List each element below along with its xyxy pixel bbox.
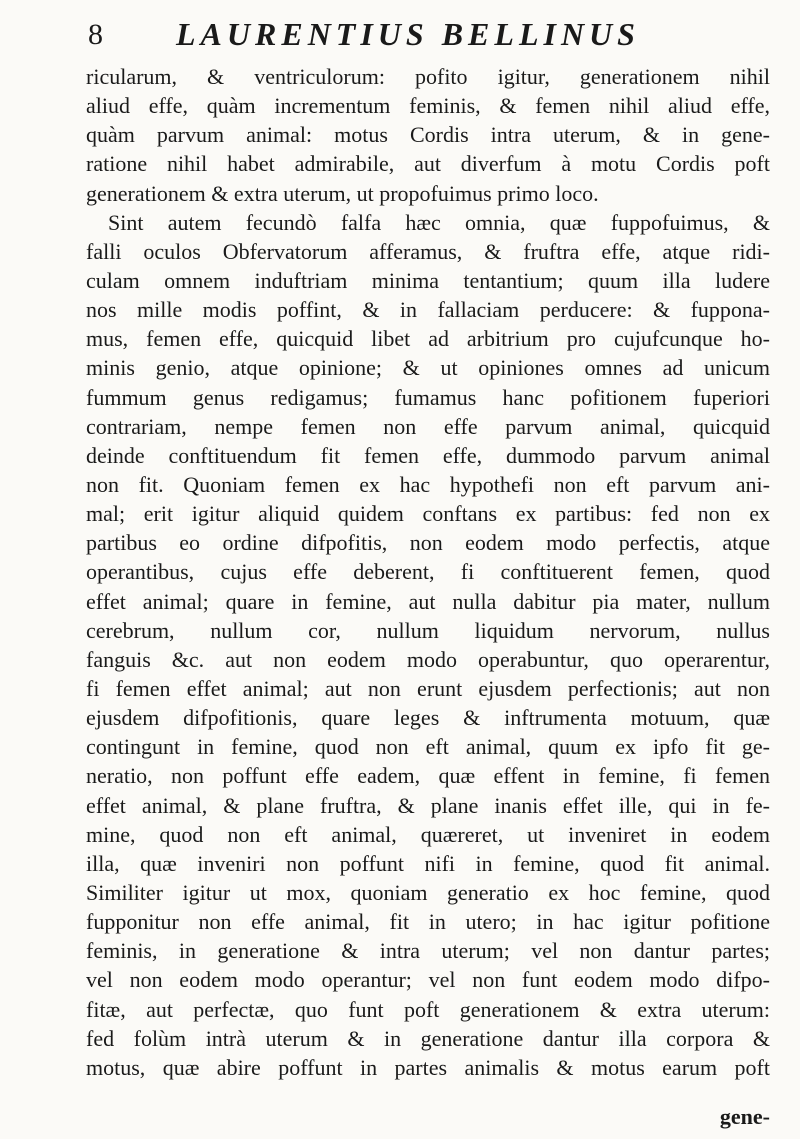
running-title: LAURENTIUS BELLINUS [176, 16, 640, 52]
text-line: operantibus, cujus effe deberent, fi conftituerent femen, quod [86, 559, 770, 585]
page-header [58, 14, 758, 60]
text-line: fummum genus redigamus; fumamus hanc pofitionem fuperiori [86, 384, 770, 410]
text-line: falli oculos Obfervatorum afferamus, & fruftra effe, atque ridi- [86, 238, 770, 264]
text-line: mal; erit igitur aliquid quidem conftans ex partibus: fed non ex [86, 501, 770, 527]
text-line: neratio, non poffunt effe eadem, quæ effent in femine, fi femen [86, 763, 770, 789]
text-line: generationem & extra uterum, ut propofuimus primo loco. [86, 180, 599, 206]
text-line: illa, quæ inveniri non poffunt nifi in femine, quod fit animal. [86, 850, 770, 876]
text-line: effet animal, & plane fruftra, & plane inanis effet ille, qui in fe- [86, 792, 770, 818]
catchword: gene- [719, 1104, 770, 1129]
text-line: minis genio, atque opinione; & ut opiniones omnes ad unicum [86, 355, 770, 381]
text-line: Similiter igitur ut mox, quoniam generatio ex hoc femine, quod [86, 879, 770, 905]
text-line: cerebrum, nullum cor, nullum liquidum nervorum, nullus [86, 617, 770, 643]
text-line: quàm parvum animal: motus Cordis intra uterum, & in gene- [86, 122, 770, 148]
text-line: nos mille modis poffint, & in fallaciam perducere: & fuppona- [86, 297, 770, 323]
text-line: fitæ, aut perfectæ, quo funt poft generationem & extra uterum: [86, 996, 770, 1022]
text-line: contrariam, nempe femen non effe parvum animal, quicquid [86, 413, 770, 439]
text-line: effet animal; quare in femine, aut nulla dabitur pia mater, nullum [86, 588, 770, 614]
text-line: non fit. Quoniam femen ex hac hypothefi non eft parvum ani- [86, 471, 770, 497]
text-line: ricularum, & ventriculorum: pofito igitur, generationem nihil [86, 64, 770, 89]
text-line: fed folùm intrà uterum & in generatione dantur illa corpora & [86, 1025, 770, 1051]
text-line: fi femen effet animal; aut non erunt ejusdem perfectionis; aut non [86, 675, 770, 701]
text-line: fupponitur non effe animal, fit in utero; in hac igitur pofitione [86, 909, 770, 935]
text-line: ratione nihil habet admirabile, aut diverfum à motu Cordis poft [86, 151, 770, 177]
text-line: culam omnem induftriam minima tentantium; quum illa ludere [86, 267, 770, 293]
text-line: contingunt in femine, quod non eft animal, quum ex ipfo fit ge- [86, 734, 770, 760]
text-line: Sint autem fecundò falfa hæc omnia, quæ fuppofuimus, & [108, 209, 770, 235]
text-line: partibus eo ordine difpofitis, non eodem modo perfectis, atque [86, 530, 770, 556]
text-line: vel non eodem modo operantur; vel non funt eodem modo difpo- [86, 967, 770, 993]
text-line: deinde conftituendum fit femen effe, dummodo parvum animal [86, 442, 770, 468]
text-line: ejusdem difpofitionis, quare leges & inftrumenta motuum, quæ [86, 705, 770, 731]
text-line: motus, quæ abire poffunt in partes animalis & motus earum poft [86, 1054, 770, 1080]
text-line: fanguis &c. aut non eodem modo operabuntur, quo operarentur, [86, 646, 770, 672]
text-line: feminis, in generatione & intra uterum; vel non dantur partes; [86, 938, 770, 964]
text-line: mus, femen effe, quicquid libet ad arbitrium pro cujufcunque ho- [86, 326, 770, 352]
text-line: mine, quod non eft animal, quæreret, ut inveniret in eodem [86, 821, 770, 847]
body-text [86, 62, 770, 1082]
page-number: 8 [88, 18, 103, 51]
text-line: aliud effe, quàm incrementum feminis, & femen nihil aliud effe, [86, 93, 770, 119]
